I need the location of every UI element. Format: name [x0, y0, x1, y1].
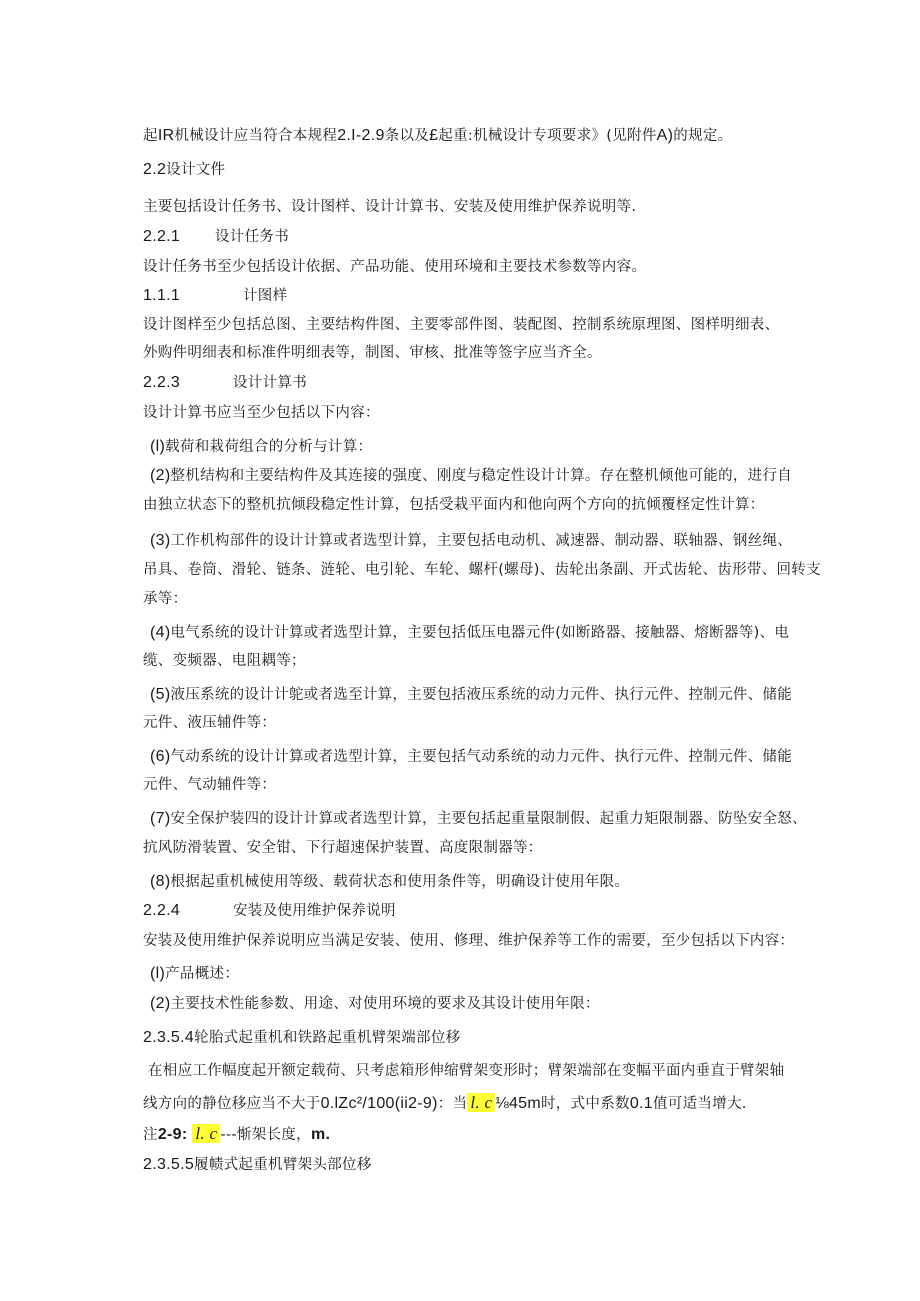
list-item-continuation: 吊具、卷筒、滑轮、链条、涟轮、电引轮、车轮、螺杆(螺母)、齿轮出条副、开式齿轮、齿形带、回转支 — [143, 562, 821, 578]
paragraph-displacement-line2: 线方向的静位移应当不大于0.lZc²/100(ii2-9)：当 l. c ⅛45m时，式中系数0.1值可适当增大. — [143, 1093, 747, 1112]
list-item-continuation: 抗风防滑装置、安全钳、下行超速保护装置、高度限制器等： — [143, 840, 543, 856]
heading-2-2-4: 2.2.4 安装及使用维护保养说明 — [143, 902, 396, 919]
list-item: (4)电气系统的设计计算或者选型计算，主要包括低压电器元件(如断路器、接触器、熔断器等)、电 — [150, 624, 790, 641]
heading-2-3-5-4: 2.3.5.4轮胎式起重机和铁路起重机臂架端部位移 — [143, 1029, 461, 1046]
list-item: (7)安全保护装四的设计计算或者选型计算，主要包括起重量限制假、起重力矩限制器、防坠安全怒、 — [150, 810, 807, 827]
paragraph-task-book: 设计任务书至少包括设计依据、产品功能、使用环境和主要技术参数等内容。 — [143, 259, 647, 275]
list-item-continuation: 元件、液压辅件等： — [143, 715, 277, 731]
heading-2-2: 2.2设计文件 — [143, 161, 226, 178]
list-item: (2)主要技术性能参数、用途、对使用环境的要求及其设计使用年限： — [150, 995, 600, 1012]
paragraph-install-manual: 安装及使用维护保养说明应当满足安装、使用、修理、维护保养等工作的需要，至少包括以下内容： — [143, 933, 795, 949]
paragraph-drawings-line2: 外购件明细表和标准件明细表等，制图、审核、批准等签字应当齐全。 — [143, 345, 602, 361]
list-item-continuation: 元件、气动辅件等： — [143, 777, 277, 793]
paragraph-design-requirement: 起IR机械设计应当符合本规程2.I-2.9条以及£起重:机械设计专项要求》(见附件A)的规定。 — [143, 127, 733, 144]
paragraph-drawings-line1: 设计图样至少包括总图、主要结构件图、主要零部件图、装配图、控制系统原理图、图样明细表、 — [143, 317, 780, 333]
list-item-continuation: 承等： — [143, 591, 188, 607]
list-item-continuation: 缆、变频器、电阻耦等； — [143, 653, 306, 669]
list-item: (3)工作机构部件的设计计算或者选型计算，主要包括电动机、减速器、制动器、联轴器、钢丝绳、 — [150, 532, 793, 549]
list-item: (8)根据起重机械使用等级、载荷状态和使用条件等，明确设计使用年限。 — [150, 873, 630, 890]
highlighted-formula-term: l. c — [192, 1124, 220, 1143]
paragraph-design-files: 主要包括设计任务书、设计图样、设计计算书、安装及使用维护保养说明等. — [143, 199, 637, 215]
paragraph-displacement-line1: 在相应工作幅度起开额定载荷、只考虑箱形伸缩臂架变形时；臂架端部在变幅平面内垂直于臂架轴 — [148, 1063, 785, 1079]
list-item: (5)液压系统的设计计鸵或者选至计算，主要包括液压系统的动力元件、执行元件、控制元件、储能 — [150, 686, 793, 703]
list-item: (l)载荷和栽荷组合的分析与计算： — [150, 438, 373, 455]
highlighted-formula-term: l. c — [467, 1093, 495, 1112]
list-item: (6)气动系统的设计计算或者选型计算，主要包括气动系统的动力元件、执行元件、控制元件、储能 — [150, 748, 793, 765]
list-item: (2)整机结构和主要结构件及其连接的强度、刚度与稳定性设计计算。存在整机倾他可能的，进行自 — [150, 467, 793, 484]
list-item-continuation: 由独立状态下的整机抗倾段稳定性计算，包括受栽平面内和他向两个方向的抗倾覆柽定性计算： — [143, 497, 765, 513]
heading-2-3-5-5: 2.3.5.5履帻式起重机臂架头部位移 — [143, 1156, 372, 1173]
list-item: (l)产品概述： — [150, 965, 240, 982]
paragraph-calc-book: 设计计算书应当至少包括以下内容： — [143, 405, 380, 421]
heading-2-2-3: 2.2.3 设计计算书 — [143, 374, 307, 391]
heading-2-2-1: 2.2.1 设计任务书 — [143, 228, 289, 245]
note-2-9: 注2-9: l. c ---惭架长度，m. — [143, 1124, 331, 1143]
heading-1-1-1: 1.1.1 计图样 — [143, 287, 288, 304]
